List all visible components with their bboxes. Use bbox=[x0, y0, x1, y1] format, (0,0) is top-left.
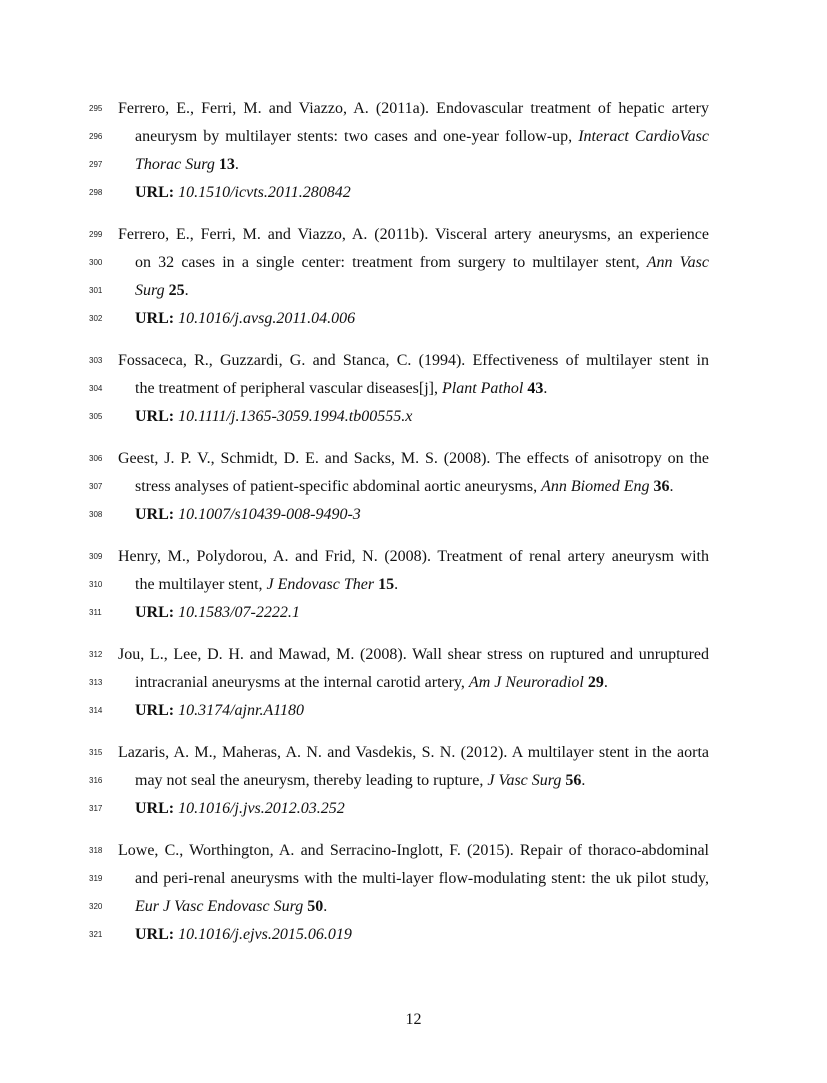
reference-line bbox=[0, 893, 827, 921]
url-label: URL: bbox=[135, 702, 175, 719]
url-label: URL: bbox=[135, 604, 175, 621]
reference-entry bbox=[0, 95, 827, 207]
reference-text: on 32 cases in a single center: treatment from surgery to multilayer stent, bbox=[135, 254, 647, 271]
reference-line bbox=[0, 543, 827, 571]
reference-text: the treatment of peripheral vascular diseases[j], bbox=[135, 380, 442, 397]
reference-entry bbox=[0, 347, 827, 431]
reference-continuation bbox=[135, 669, 709, 697]
reference-continuation bbox=[135, 123, 709, 151]
reference-line bbox=[0, 473, 827, 501]
line-number: 299 bbox=[89, 230, 103, 239]
reference-url bbox=[135, 501, 709, 529]
line-number: 315 bbox=[89, 748, 103, 757]
line-number: 321 bbox=[89, 930, 103, 939]
reference-punctuation: . bbox=[543, 380, 548, 397]
reference-punctuation: . bbox=[234, 156, 239, 173]
reference-continuation bbox=[135, 249, 709, 277]
line-number: 312 bbox=[89, 650, 103, 659]
reference-url bbox=[135, 921, 709, 949]
reference-text: Jou, L., Lee, D. H. and Mawad, M. (2008). Wall shear stress on ruptured and unruptured bbox=[118, 646, 709, 663]
reference-line bbox=[0, 739, 827, 767]
line-number: 306 bbox=[89, 454, 103, 463]
reference-authors-title bbox=[118, 347, 709, 375]
line-number: 310 bbox=[89, 580, 103, 589]
reference-punctuation: . bbox=[323, 898, 328, 915]
reference-url bbox=[135, 403, 709, 431]
reference-line bbox=[0, 95, 827, 123]
reference-text: stress analyses of patient-specific abdominal aortic aneurysms, bbox=[135, 478, 542, 495]
doi-link[interactable]: 10.1583/07-2222.1 bbox=[178, 604, 300, 621]
volume-number: 43 bbox=[527, 380, 544, 397]
reference-text: may not seal the aneurysm, thereby leading to rupture, bbox=[135, 772, 488, 789]
journal-name: Eur J Vasc Endovasc Surg bbox=[135, 898, 304, 915]
reference-authors-title bbox=[118, 837, 709, 865]
url-label: URL: bbox=[135, 408, 175, 425]
journal-name: J Vasc Surg bbox=[487, 772, 562, 789]
reference-url bbox=[135, 795, 709, 823]
line-number: 297 bbox=[89, 160, 103, 169]
reference-line bbox=[0, 767, 827, 795]
reference-authors-title bbox=[118, 95, 709, 123]
reference-entry bbox=[0, 837, 827, 949]
journal-name: Ann Biomed Eng bbox=[541, 478, 650, 495]
line-number: 298 bbox=[89, 188, 103, 197]
reference-url-line bbox=[0, 795, 827, 823]
reference-punctuation: . bbox=[581, 772, 586, 789]
volume-number: 56 bbox=[565, 772, 582, 789]
line-number: 319 bbox=[89, 874, 103, 883]
reference-line bbox=[0, 277, 827, 305]
reference-url-line bbox=[0, 501, 827, 529]
reference-line bbox=[0, 641, 827, 669]
reference-url-line bbox=[0, 697, 827, 725]
line-number: 320 bbox=[89, 902, 103, 911]
url-label: URL: bbox=[135, 800, 175, 817]
reference-authors-title bbox=[118, 739, 709, 767]
url-label: URL: bbox=[135, 926, 175, 943]
reference-url-line bbox=[0, 179, 827, 207]
reference-punctuation: . bbox=[184, 282, 189, 299]
line-number: 302 bbox=[89, 314, 103, 323]
reference-continuation bbox=[135, 375, 709, 403]
line-number: 309 bbox=[89, 552, 103, 561]
line-number: 308 bbox=[89, 510, 103, 519]
reference-url bbox=[135, 599, 709, 627]
doi-link[interactable]: 10.1111/j.1365-3059.1994.tb00555.x bbox=[178, 408, 413, 425]
volume-number: 15 bbox=[378, 576, 395, 593]
url-label: URL: bbox=[135, 184, 175, 201]
reference-url-line bbox=[0, 403, 827, 431]
reference-authors-title bbox=[118, 445, 709, 473]
reference-text: Ferrero, E., Ferri, M. and Viazzo, A. (2011a). Endovascular treatment of hepatic artery bbox=[118, 100, 709, 117]
reference-line bbox=[0, 571, 827, 599]
line-number: 305 bbox=[89, 412, 103, 421]
journal-name: Interact CardioVasc bbox=[578, 128, 709, 145]
reference-text: Henry, M., Polydorou, A. and Frid, N. (2008). Treatment of renal artery aneurysm with bbox=[118, 548, 709, 565]
url-label: URL: bbox=[135, 506, 175, 523]
doi-link[interactable]: 10.1007/s10439-008-9490-3 bbox=[178, 506, 361, 523]
reference-punctuation: . bbox=[669, 478, 674, 495]
line-number: 318 bbox=[89, 846, 103, 855]
reference-url-line bbox=[0, 305, 827, 333]
reference-url bbox=[135, 179, 709, 207]
line-number: 303 bbox=[89, 356, 103, 365]
reference-text: Lowe, C., Worthington, A. and Serracino-Inglott, F. (2015). Repair of thoraco-abdominal bbox=[118, 842, 709, 859]
volume-number: 25 bbox=[168, 282, 185, 299]
reference-continuation bbox=[135, 277, 709, 305]
reference-line bbox=[0, 347, 827, 375]
reference-text: aneurysm by multilayer stents: two cases and one-year follow-up, bbox=[135, 128, 579, 145]
journal-name: Ann Vasc bbox=[646, 254, 709, 271]
reference-text: intracranial aneurysms at the internal carotid artery, bbox=[135, 674, 469, 691]
reference-line bbox=[0, 445, 827, 473]
reference-entry bbox=[0, 221, 827, 333]
journal-name: Thorac Surg bbox=[135, 156, 215, 173]
page-number: 12 bbox=[405, 1011, 422, 1028]
reference-punctuation: . bbox=[394, 576, 399, 593]
reference-line bbox=[0, 249, 827, 277]
reference-continuation bbox=[135, 893, 709, 921]
reference-continuation bbox=[135, 151, 709, 179]
reference-continuation bbox=[135, 767, 709, 795]
line-number: 316 bbox=[89, 776, 103, 785]
doi-link[interactable]: 10.1016/j.avsg.2011.04.006 bbox=[178, 310, 356, 327]
reference-entry bbox=[0, 739, 827, 823]
line-number: 311 bbox=[89, 608, 102, 617]
reference-line bbox=[0, 151, 827, 179]
line-number: 304 bbox=[89, 384, 103, 393]
line-number: 300 bbox=[89, 258, 103, 267]
journal-name: Plant Pathol bbox=[441, 380, 524, 397]
volume-number: 50 bbox=[307, 898, 324, 915]
reference-entry bbox=[0, 543, 827, 627]
reference-text: the multilayer stent, bbox=[135, 576, 267, 593]
doi-link[interactable]: 10.3174/ajnr.A1180 bbox=[178, 702, 305, 719]
reference-line bbox=[0, 837, 827, 865]
line-number: 317 bbox=[89, 804, 103, 813]
reference-text: Geest, J. P. V., Schmidt, D. E. and Sacks, M. S. (2008). The effects of anisotropy on the bbox=[118, 450, 709, 467]
reference-line bbox=[0, 221, 827, 249]
reference-url-line bbox=[0, 599, 827, 627]
volume-number: 13 bbox=[218, 156, 235, 173]
reference-url-line bbox=[0, 921, 827, 949]
volume-number: 29 bbox=[587, 674, 604, 691]
line-number: 296 bbox=[89, 132, 103, 141]
journal-name: Am J Neuroradiol bbox=[468, 674, 584, 691]
reference-authors-title bbox=[118, 221, 709, 249]
reference-entry bbox=[0, 445, 827, 529]
reference-text: and peri-renal aneurysms with the multi-layer flow-modulating stent: the uk pilot study, bbox=[135, 870, 709, 887]
reference-continuation bbox=[135, 473, 709, 501]
doi-link[interactable]: 10.1510/icvts.2011.280842 bbox=[178, 184, 351, 201]
journal-name: Surg bbox=[135, 282, 165, 299]
line-number: 313 bbox=[89, 678, 103, 687]
url-label: URL: bbox=[135, 310, 175, 327]
line-number: 307 bbox=[89, 482, 103, 491]
reference-list bbox=[0, 95, 827, 963]
reference-text: Fossaceca, R., Guzzardi, G. and Stanca, C. (1994). Effectiveness of multilayer stent in bbox=[118, 352, 709, 369]
line-number: 295 bbox=[89, 104, 103, 113]
reference-line bbox=[0, 375, 827, 403]
volume-number: 36 bbox=[653, 478, 670, 495]
reference-line bbox=[0, 123, 827, 151]
reference-url bbox=[135, 305, 709, 333]
reference-url bbox=[135, 697, 709, 725]
reference-line bbox=[0, 669, 827, 697]
doi-link[interactable]: 10.1016/j.jvs.2012.03.252 bbox=[178, 800, 345, 817]
reference-authors-title bbox=[118, 641, 709, 669]
reference-entry bbox=[0, 641, 827, 725]
line-number: 301 bbox=[89, 286, 103, 295]
doi-link[interactable]: 10.1016/j.ejvs.2015.06.019 bbox=[178, 926, 352, 943]
line-number: 314 bbox=[89, 706, 103, 715]
reference-continuation bbox=[135, 571, 709, 599]
reference-continuation bbox=[135, 865, 709, 893]
reference-punctuation: . bbox=[603, 674, 608, 691]
reference-authors-title bbox=[118, 543, 709, 571]
journal-name: J Endovasc Ther bbox=[266, 576, 375, 593]
reference-text: Ferrero, E., Ferri, M. and Viazzo, A. (2011b). Visceral artery aneurysms, an experience bbox=[118, 226, 709, 243]
reference-text: Lazaris, A. M., Maheras, A. N. and Vasdekis, S. N. (2012). A multilayer stent in the aorta bbox=[118, 744, 709, 761]
reference-line bbox=[0, 865, 827, 893]
